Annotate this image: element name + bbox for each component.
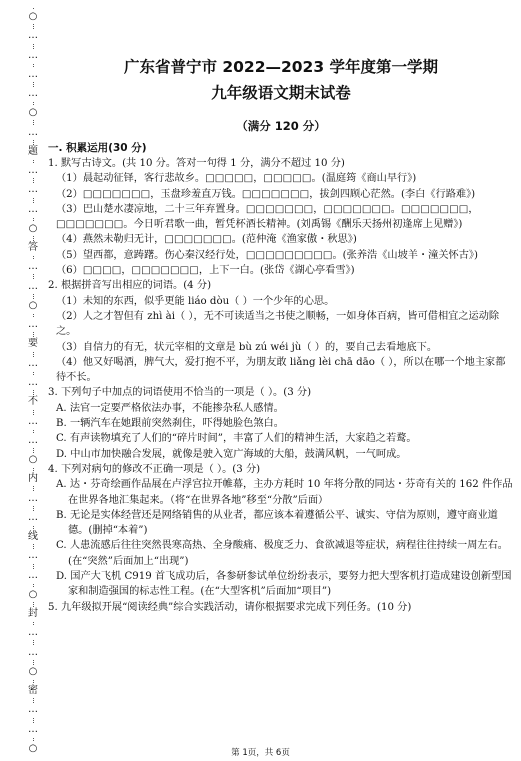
margin-char: ○ (26, 665, 40, 679)
margin-char: 密 (28, 685, 38, 697)
question-line: A. 法官一定要严格依法办事，不能掺杂私人感情。 (56, 402, 284, 414)
margin-char: … (28, 184, 38, 196)
question-line: B. 一辆汽车在她跟前突然刹住，吓得她脸色煞白。 (56, 418, 284, 430)
margin-char: 答 (28, 242, 38, 254)
question-line: 3. 下列句子中加点的词语使用不恰当的一项是（ ）。(3 分) (48, 387, 312, 399)
margin-char: ○ (26, 453, 40, 467)
question-line: 4. 下列对病句的修改不正确一项是（ ）。(3 分) (48, 463, 261, 475)
margin-char: 线 (28, 531, 38, 543)
question-line: B. 无论是实体经营还是网络销售的从业者，都应该本着遵循公平、诚实、守信为原则，遵守商业道德。(删掉“本着”) (56, 509, 498, 537)
margin-char: 要 (28, 338, 38, 350)
question-line: （1）未知的东西，似乎更能 liáo dòu（ ）一个少年的心思。 (56, 295, 335, 307)
margin-char: ○ (26, 588, 40, 602)
margin-char: ○ (26, 222, 40, 236)
margin-char: … (28, 165, 38, 177)
margin-char: 不 (28, 396, 38, 408)
question-line: 1. 默写古诗文。(共 10 分。答对一句得 1 分，满分不超过 10 分) (48, 158, 345, 169)
margin-char: 封 (28, 608, 38, 620)
question-line: C. 人患流感后往往突然畏寒高热、全身酸痛、极度乏力、食欲减退等症状，病程往往持续一周左右。(在“突然”后面加上“出现”) (56, 540, 508, 567)
margin-char: … (28, 88, 38, 100)
question-line: C. 有声读物填充了人们的“碎片时间”，丰富了人们的精神生活，大家趋之若鹜。 (56, 433, 417, 445)
question-line: （5）望西都，意踌躇。伤心秦汉经行处，□□□□□□□□□。(张养浩《山坡羊・潼关怀古》) (56, 249, 478, 261)
page-footer: 第 1页，共 6页 (231, 748, 290, 758)
margin-char: … (28, 357, 38, 369)
margin-char: … (28, 646, 38, 658)
margin-char: … (28, 377, 38, 388)
question-line: D. 中山市加快融合发展，就像是驶入宽广海域的大船，鼓满风帆，一气呵成。 (56, 448, 407, 460)
section-heading: 一. 积累运用(30 分) (48, 142, 147, 154)
margin-char: … (28, 203, 38, 215)
margin-char: … (28, 126, 38, 138)
margin-char: … (28, 30, 38, 42)
question-line: （2）人之才智但有 zhì ài（ ），无不可读适当之书使之顺畅，一如身体百病，皆可借相宜之运动除之。 (56, 310, 500, 338)
question-line: （3）自信力的有无，状元宰相的文章是 bù zú wéi jù（ ）的，要自己去看地底下。 (56, 341, 438, 353)
margin-char: … (28, 627, 38, 639)
margin-char: … (28, 492, 38, 504)
question-line: 2. 根据拼音写出相应的词语。(4 分) (48, 280, 212, 292)
margin-char: … (28, 319, 38, 331)
question-line: （3）巴山楚水凄凉地，二十三年弃置身。□□□□□□□，□□□□□□□。□□□□□□□，□□□□□□□。今日听君歌一曲，暂凭杯酒长精神。(刘禹锡《酬乐天扬州初逢席上见赠》) (56, 203, 479, 231)
margin-char: … (28, 49, 38, 61)
margin-char: ○ (26, 742, 40, 756)
exam-title-line2: 九年级语文期末试卷 (211, 84, 351, 102)
question-line: （4）他又好喝酒，脾气大，爱打抱不平，为朋友敢 liǎng lèi chā dāo（ ），所以在哪一个地主家都待不长。 (56, 356, 506, 384)
margin-char: 内 (28, 473, 38, 485)
margin-char: ○ (26, 106, 40, 120)
exam-title-line1: 广东省普宁市 2022—2023 学年度第一学期 (123, 58, 439, 76)
question-line: （1）晨起动征铎，客行悲故乡。□□□□□，□□□□□。(温庭筠《商山早行》) (56, 173, 417, 185)
question-line: （2）□□□□□□□，玉盘珍羞直万钱。□□□□□□□，拔剑四顾心茫然。(李白《行路难》) (56, 188, 476, 200)
margin-char: … (28, 68, 38, 80)
margin-char: ○ (26, 10, 40, 24)
margin-char: … (28, 569, 38, 581)
question-line: A. 达・芬奇绘画作品展在卢浮宫拉开帷幕，主办方耗时 10 年将分散的同达・芬奇有关的 162 件作品在世界各地汇集起来。（将“在世界各地”移至“分散”后面） (56, 479, 513, 506)
question-line: 5. 九年级拟开展“阅读经典”综合实践活动，请你根据要求完成下列任务。(10 分) (48, 601, 412, 613)
question-line: （6）□□□□，□□□□□□□，上下一白。(张岱《湖心亭看雪》) (56, 265, 355, 277)
question-line: D. 国产大飞机 C919 首飞成功后，各参研参试单位纷纷表示，要努力把大型客机打造成建设创新型国家和制造强国的标志性工程。(在“大型客机”后面加“项目”) (56, 571, 512, 598)
margin-char: … (28, 550, 38, 562)
margin-char: … (28, 511, 38, 523)
exam-paper (48, 56, 514, 615)
binding-margin (0, 0, 46, 761)
margin-char: … (28, 261, 38, 273)
margin-char: 题 (28, 145, 38, 157)
margin-char: … (28, 723, 38, 735)
margin-char: … (28, 415, 38, 427)
full-score-note: （满分 120 分） (236, 119, 326, 133)
question-line: （4）燕然未勒归无计，□□□□□□□。(范仲淹《渔家傲・秋思》) (56, 234, 357, 246)
margin-char: … (28, 434, 38, 446)
question-list (48, 156, 514, 615)
margin-char: … (28, 280, 38, 292)
margin-char: … (28, 704, 38, 716)
margin-char: ○ (26, 299, 40, 313)
